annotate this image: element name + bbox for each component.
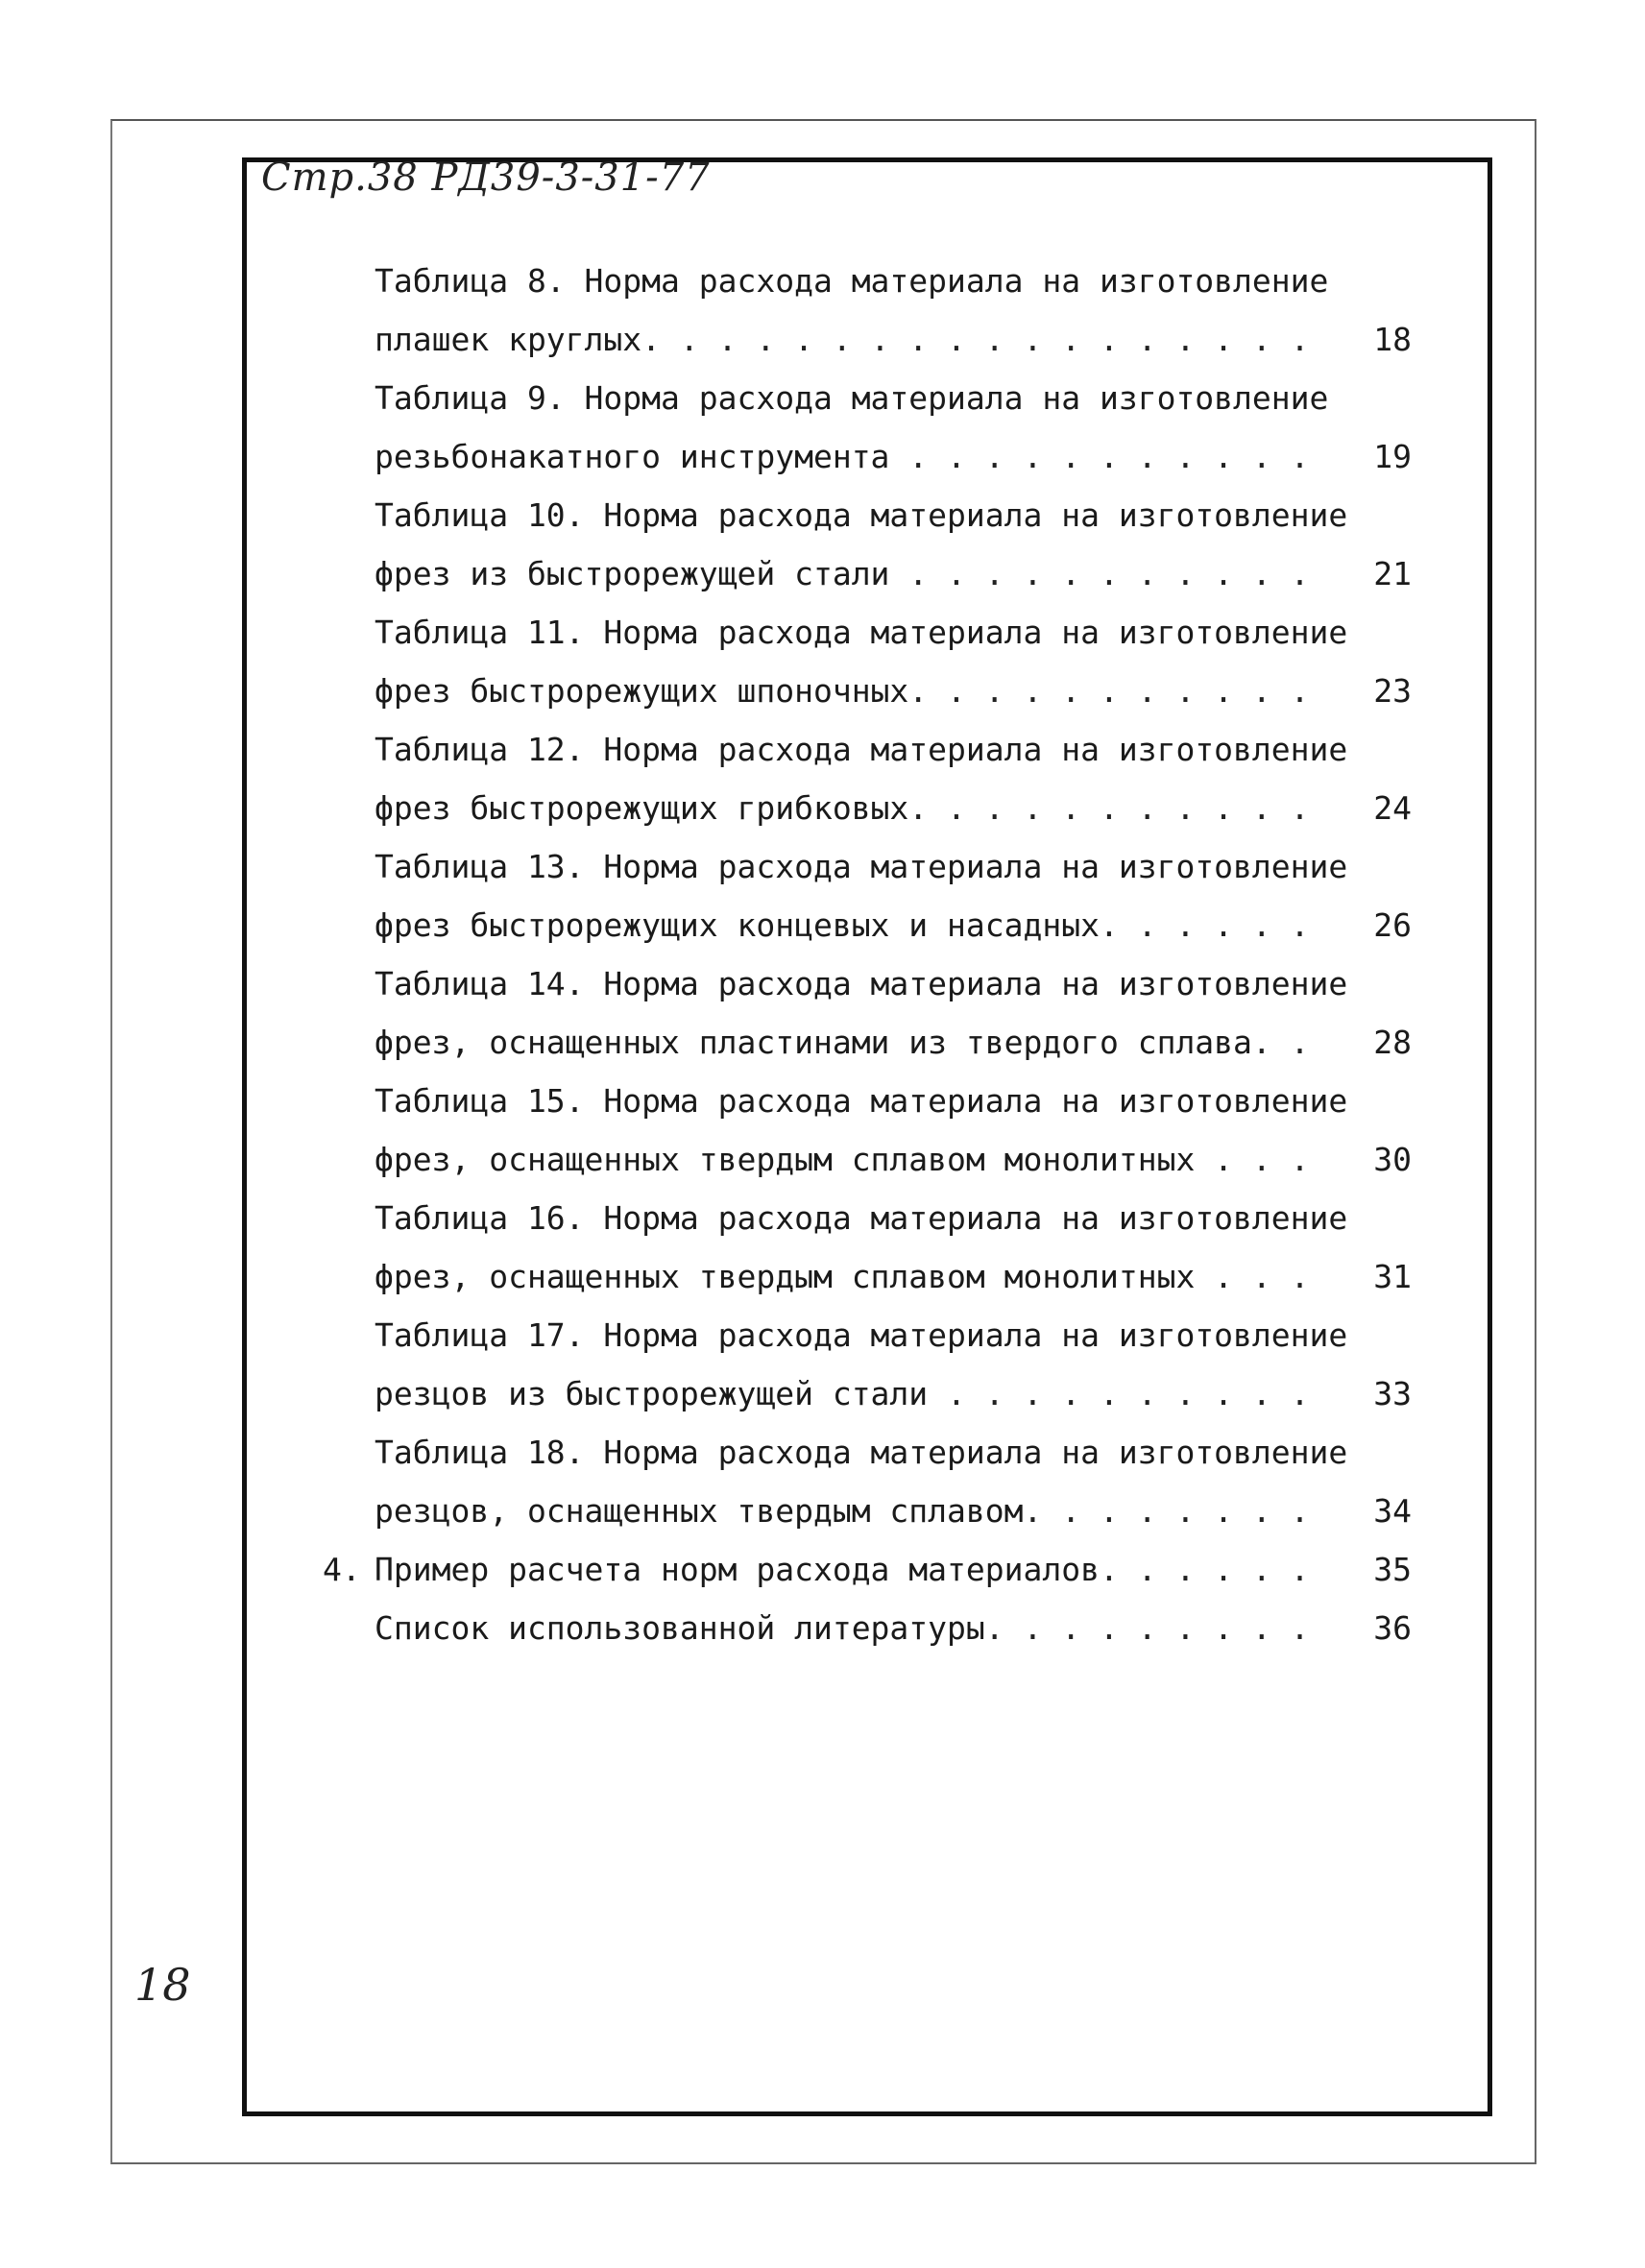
toc-entry-table-17[interactable] [0, 1306, 1645, 1423]
toc-entry-line [375, 1130, 1412, 1189]
toc-entry-line [375, 427, 1412, 486]
toc-page-number: 35 [1327, 1540, 1412, 1599]
toc-page-number: 36 [1327, 1599, 1412, 1657]
toc-entry-table-9[interactable] [0, 369, 1645, 486]
toc-entry-title: Таблица 16. Норма расхода материала на изготовление [375, 1199, 1348, 1237]
toc-page-number: 30 [1327, 1130, 1412, 1189]
toc-entry-title: Таблица 8. Норма расхода материала на изготовление [375, 262, 1329, 300]
toc-entry-line [375, 1247, 1412, 1306]
toc-entry-subject: резцов из быстрорежущей стали [375, 1375, 933, 1412]
toc-entry-table-14[interactable] [0, 954, 1645, 1072]
toc-entry-subject: фрез из быстрорежущей стали [375, 555, 895, 592]
toc-page-number: 23 [1327, 662, 1412, 720]
toc-entry-title: Таблица 17. Норма расхода материала на изготовление [375, 1316, 1348, 1354]
toc-entry-table-11[interactable] [0, 603, 1645, 720]
toc-entry-line [375, 544, 1412, 603]
toc-entry-subject: Пример расчета норм расхода материалов [375, 1551, 1105, 1588]
toc-entry-line [375, 310, 1412, 369]
handwritten-page-number: 18 [134, 1959, 191, 2011]
toc-entry-title: Таблица 9. Норма расхода материала на изготовление [375, 379, 1329, 417]
toc-entry-title: Таблица 14. Норма расхода материала на изготовление [375, 965, 1348, 1002]
toc-entry-section-4[interactable] [0, 1540, 1645, 1599]
toc-entry-line [375, 1482, 1412, 1540]
toc-entry-table-10[interactable] [0, 486, 1645, 603]
toc-entry-references[interactable] [0, 1599, 1645, 1657]
toc-page-number: 34 [1327, 1482, 1412, 1540]
toc-page-number: 31 [1327, 1247, 1412, 1306]
toc-entry-table-13[interactable] [0, 837, 1645, 954]
toc-entry-subject: резцов, оснащенных твердым сплавом [375, 1492, 1029, 1530]
toc-entry-title: Таблица 12. Норма расхода материала на изготовление [375, 731, 1348, 768]
toc-entry-line [375, 662, 1412, 720]
toc-entry-line [375, 779, 1412, 837]
table-of-contents [0, 252, 1645, 1657]
toc-entry-title: Таблица 15. Норма расхода материала на изготовление [375, 1082, 1348, 1120]
toc-entry-subject: фрез быстрорежущих концевых и насадных [375, 906, 1105, 944]
toc-entry-subject: плашек круглых [375, 321, 647, 358]
toc-entry-line [375, 1013, 1412, 1072]
toc-entry-title: Таблица 10. Норма расхода материала на изготовление [375, 496, 1348, 534]
toc-entry-subject: фрез быстрорежущих грибковых [375, 789, 914, 827]
toc-entry-line [375, 1364, 1412, 1423]
toc-entry-title: Таблица 13. Норма расхода материала на изготовление [375, 848, 1348, 885]
toc-page-number: 33 [1327, 1364, 1412, 1423]
toc-entry-subject: фрез, оснащенных твердым сплавом монолитных [375, 1258, 1200, 1295]
toc-entry-subject: фрез, оснащенных пластинами из твердого сплава [375, 1024, 1258, 1061]
toc-page-number: 18 [1327, 310, 1412, 369]
toc-page-number: 28 [1327, 1013, 1412, 1072]
toc-entry-subject: фрез, оснащенных твердым сплавом монолитных [375, 1141, 1200, 1178]
toc-entry-table-8[interactable] [0, 252, 1645, 369]
toc-entry-line [375, 896, 1412, 954]
toc-page-number: 24 [1327, 779, 1412, 837]
toc-page-number: 19 [1327, 427, 1412, 486]
toc-entry-subject: фрез быстрорежущих шпоночных [375, 672, 914, 710]
header-note: Стр.38 РД39-3-31-77 [261, 156, 711, 200]
toc-entry-subject: резьбонакатного инструмента [375, 438, 895, 475]
toc-entry-table-15[interactable] [0, 1072, 1645, 1189]
toc-entry-subject: Список использованной литературы [375, 1609, 991, 1647]
toc-section-number: 4. [323, 1551, 361, 1588]
toc-page-number: 26 [1327, 896, 1412, 954]
toc-entry-line [375, 1540, 1412, 1599]
toc-page-number: 21 [1327, 544, 1412, 603]
toc-entry-line [375, 1599, 1412, 1657]
toc-entry-table-16[interactable] [0, 1189, 1645, 1306]
toc-entry-title: Таблица 18. Норма расхода материала на изготовление [375, 1434, 1348, 1471]
toc-entry-table-18[interactable] [0, 1423, 1645, 1540]
toc-entry-table-12[interactable] [0, 720, 1645, 837]
toc-entry-title: Таблица 11. Норма расхода материала на изготовление [375, 614, 1348, 651]
